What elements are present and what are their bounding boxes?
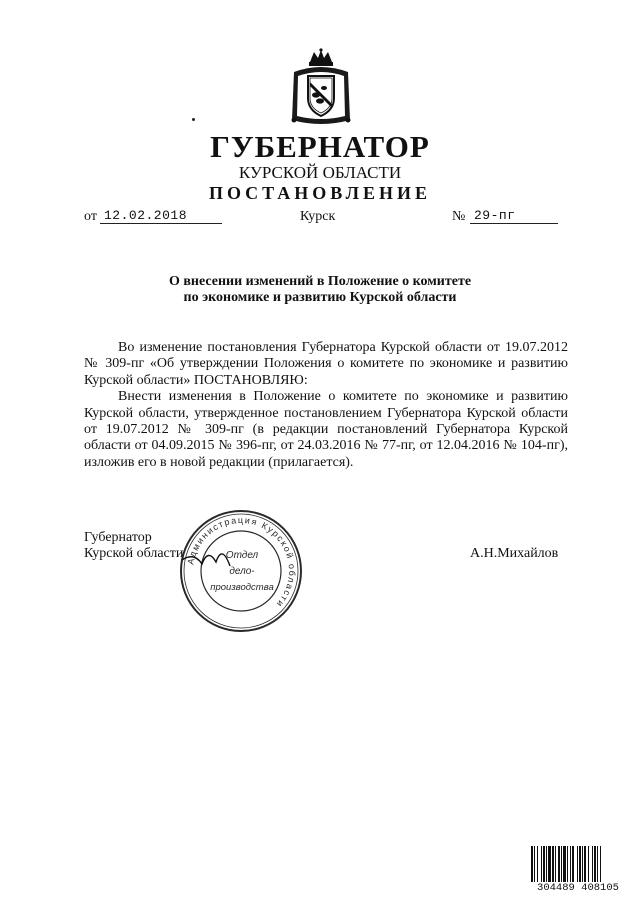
- signatory-post-line-1: Губернатор: [84, 530, 152, 545]
- signatory-post-line-2: Курской области: [84, 546, 184, 562]
- crown-icon: [309, 48, 333, 66]
- barcode-bar: [577, 846, 578, 882]
- barcode-bar: [592, 846, 593, 882]
- official-stamp: [178, 508, 304, 634]
- stamp-center-line-2: дело-: [229, 566, 255, 577]
- barcode-bar: [594, 846, 596, 882]
- stamp-ring-text: Администрация Курской области: [185, 514, 298, 610]
- barcode-digits: 304489 408105: [530, 882, 626, 894]
- subject-line-1: О внесении изменений в Положение о комитете: [168, 274, 472, 289]
- barcode-bar: [546, 846, 547, 882]
- barcode-bar: [588, 846, 589, 882]
- signatory-post: [84, 530, 183, 563]
- barcode-bar: [541, 846, 542, 882]
- barcode-bar: [563, 846, 566, 882]
- barcode-bar: [584, 846, 586, 882]
- barcode-bar: [582, 846, 583, 882]
- barcode-bar: [561, 846, 562, 882]
- barcode-bar: [555, 846, 556, 882]
- document-region: КУРСКОЙ ОБЛАСТИ: [238, 163, 402, 182]
- barcode-bar: [567, 846, 568, 882]
- signatory-name: А.Н.Михайлов: [470, 546, 559, 561]
- barcode-bar: [579, 846, 581, 882]
- number-prefix: №: [452, 209, 466, 224]
- document-date: 12.02.2018: [100, 209, 222, 224]
- barcode-bar: [543, 846, 545, 882]
- barcode-bar: [552, 846, 554, 882]
- shield-icon: [308, 76, 334, 116]
- barcode-bar: [548, 846, 551, 882]
- subject-line-2: по экономике и развитию Курской области: [183, 290, 457, 305]
- document-number: 29-пг: [470, 209, 558, 224]
- document-title: ГУБЕРНАТОР: [210, 129, 430, 164]
- barcode-bar: [534, 846, 535, 882]
- stamp-center-line-3: производства: [210, 582, 274, 593]
- coat-of-arms-emblem: [288, 48, 354, 128]
- barcode-bar: [597, 846, 598, 882]
- document-body: [84, 340, 568, 471]
- date-prefix: от: [84, 209, 97, 224]
- body-paragraph-2: Внести изменения в Положение о комитете по экономике и развитию Курской области, утвержденное постановлением Губернатора Курской области от 19.07.2012 № 309-пг (в редакции постановлений Губернатора Курской области от 04.09.2015 № 396-пг, от 24.03.2016 № 77-пг, от 12.04.2016 № 104-пг), изложив его в новой редакции (прилагается).: [84, 389, 568, 470]
- barcode-bar: [572, 846, 574, 882]
- body-paragraph-1: Во изменение постановления Губернатора Курской области от 19.07.2012 № 309-пг «Об утверждении Положения о комитете по экономике и развитию Курской области» ПОСТАНОВЛЯЮ:: [84, 340, 568, 388]
- barcode-bar: [558, 846, 560, 882]
- document-subject: [0, 274, 640, 306]
- barcode-bar: [531, 846, 533, 882]
- document-city: Курск: [300, 209, 336, 224]
- barcode-bar: [600, 846, 601, 882]
- ink-dot: [192, 118, 195, 121]
- barcode-bar: [537, 846, 538, 882]
- document-type: ПОСТАНОВЛЕНИЕ: [208, 183, 432, 203]
- stamp-center-line-1: Отдел: [225, 550, 259, 561]
- barcode-bar: [570, 846, 571, 882]
